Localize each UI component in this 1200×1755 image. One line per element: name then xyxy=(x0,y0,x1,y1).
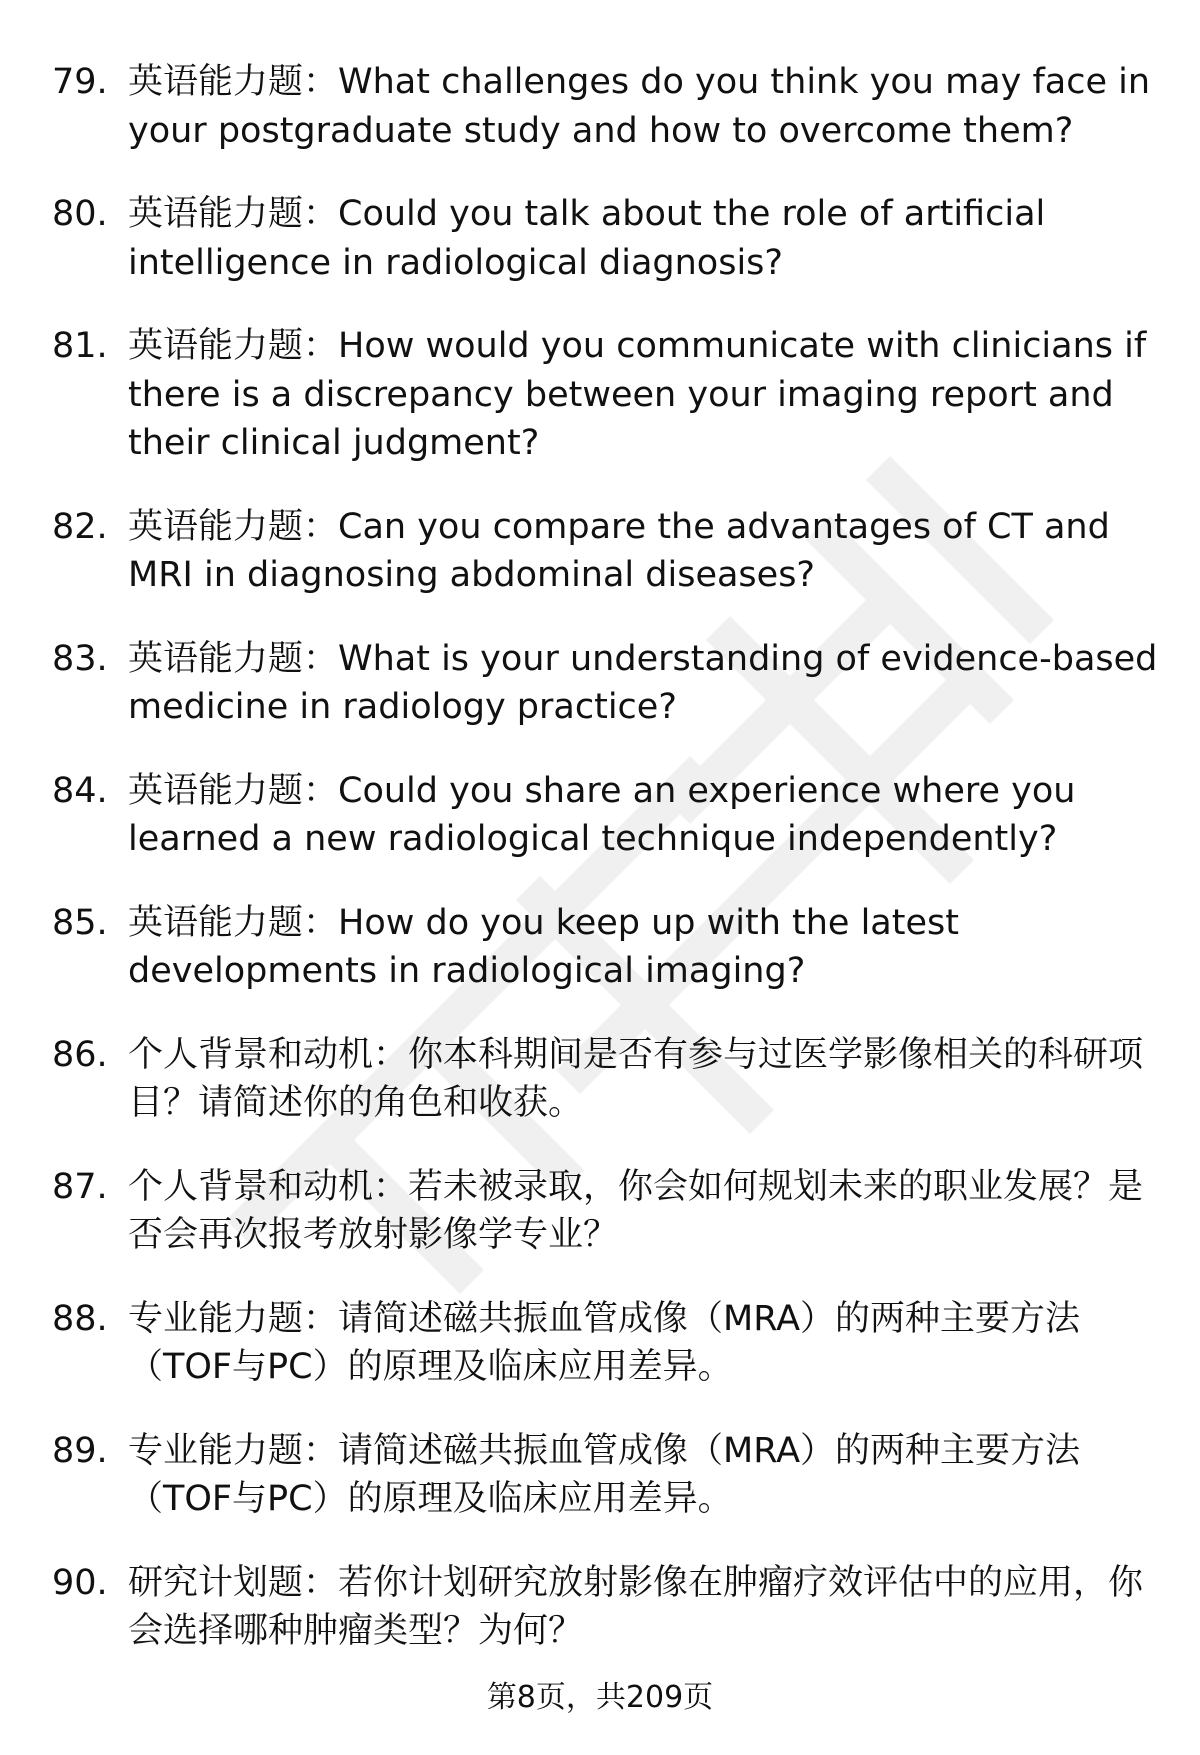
list-item xyxy=(52,1559,1162,1656)
list-item xyxy=(52,190,1162,287)
list-item xyxy=(52,1031,1162,1128)
question-text: 英语能力题：How would you communicate with clinicians if there is a discrepancy between your imaging report and their clinical judgment? xyxy=(128,326,1147,463)
question-text: 个人背景和动机：若未被录取，你会如何规划未来的职业发展？是否会再次报考放射影像学专业？ xyxy=(128,1166,1144,1255)
list-item xyxy=(52,1163,1162,1260)
question-text: 英语能力题：Can you compare the advantages of CT and MRI in diagnosing abdominal diseases? xyxy=(128,506,1110,595)
list-item xyxy=(52,503,1162,600)
question-text: 英语能力题：What is your understanding of evidence-based medicine in radiology practice? xyxy=(128,638,1158,727)
question-number: 82. xyxy=(52,506,108,547)
question-number: 86. xyxy=(52,1034,108,1075)
question-number: 84. xyxy=(52,770,108,811)
question-text: 研究计划题：若你计划研究放射影像在肿瘤疗效评估中的应用，你会选择哪种肿瘤类型？为何？ xyxy=(128,1562,1144,1651)
list-item xyxy=(52,767,1162,864)
page-number-footer: 第8页，共209页 xyxy=(486,1680,714,1715)
question-number: 89. xyxy=(52,1430,108,1471)
question-text: 英语能力题：What challenges do you think you may face in your postgraduate study and how to overcome them? xyxy=(128,62,1151,151)
question-number: 88. xyxy=(52,1298,108,1339)
question-number: 79. xyxy=(52,62,108,102)
question-number: 85. xyxy=(52,902,108,943)
list-item xyxy=(52,322,1162,468)
question-text: 英语能力题：Could you share an experience where you learned a new radiological technique independently? xyxy=(128,770,1076,859)
question-number: 80. xyxy=(52,194,108,234)
question-text: 英语能力题：Could you talk about the role of artificial intelligence in radiological diagnosis? xyxy=(128,194,1046,283)
question-text: 专业能力题：请简述磁共振血管成像（MRA）的两种主要方法（TOF与PC）的原理及临床应用差异。 xyxy=(128,1298,1081,1387)
list-item xyxy=(52,899,1162,996)
question-text: 个人背景和动机：你本科期间是否有参与过医学影像相关的科研项目？请简述你的角色和收获。 xyxy=(128,1034,1144,1123)
list-item xyxy=(52,58,1162,155)
question-text: 英语能力题：How do you keep up with the latest developments in radiological imaging? xyxy=(128,902,959,991)
question-number: 81. xyxy=(52,326,108,366)
question-number: 90. xyxy=(52,1562,108,1603)
list-item xyxy=(52,1427,1162,1524)
list-item xyxy=(52,1295,1162,1392)
question-number: 83. xyxy=(52,638,108,679)
question-text: 专业能力题：请简述磁共振血管成像（MRA）的两种主要方法（TOF与PC）的原理及临床应用差异。 xyxy=(128,1430,1081,1519)
question-number: 87. xyxy=(52,1166,108,1207)
question-list xyxy=(52,58,1162,1691)
list-item xyxy=(52,635,1162,732)
